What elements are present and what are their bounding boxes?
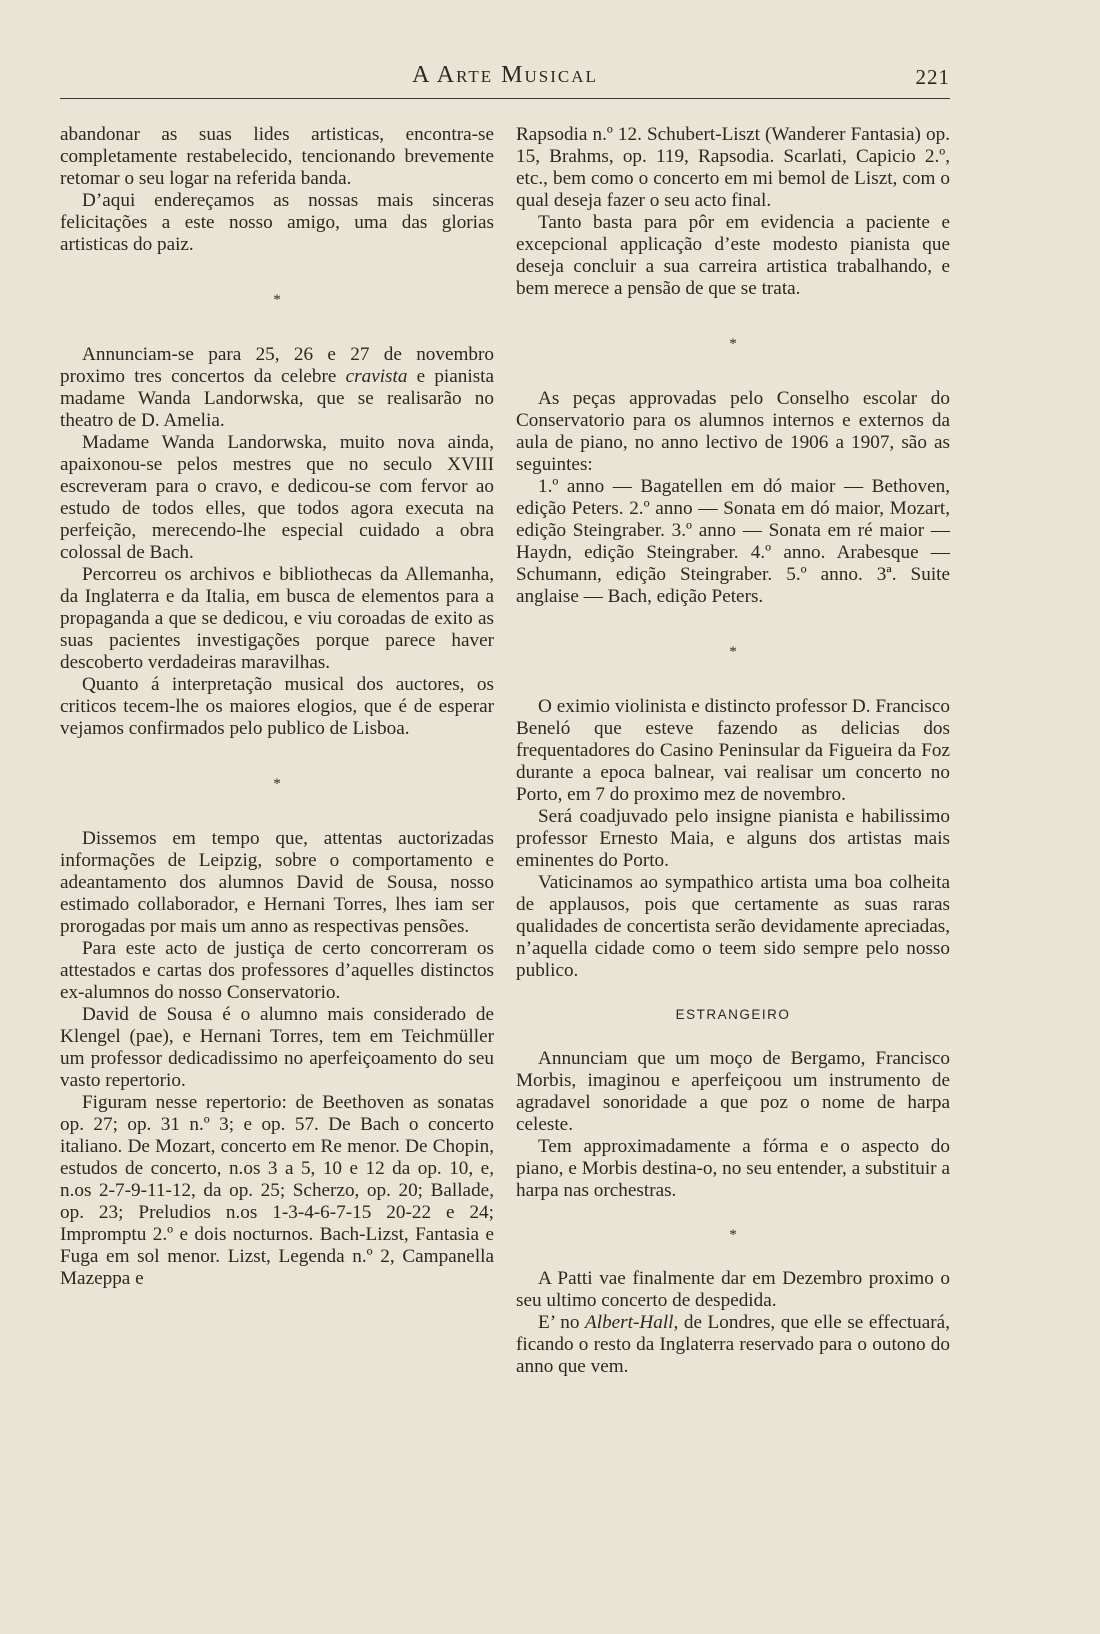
page-header (60, 62, 950, 102)
article-paragraph: Será coadjuvado pelo insigne pianista e habilissimo professor Ernesto Maia, e alguns dos artistas mais eminentes do Porto. (516, 806, 950, 871)
article-paragraph: A Patti vae finalmente dar em Dezembro proximo o seu ultimo concerto de despedida. (516, 1268, 950, 1311)
page-number: 221 (915, 65, 950, 89)
article-paragraph: Madame Wanda Landorwska, muito nova ainda, apaixonou-se pelos mestres que no seculo XVIII escreveram para o cravo, e dedicou-se com fervor ao estudo de todos elles, que todos agora executa na perfeição, merecendo-lhe especial cuidado a obra colossal de Bach. (60, 432, 494, 563)
article-paragraph: Tem approximadamente a fórma e o aspecto do piano, e Morbis destina-o, no seu entender, a substituir a harpa nas orchestras. (516, 1136, 950, 1201)
article-paragraph: Dissemos em tempo que, attentas auctorizadas informações de Leipzig, sobre o comportamento e adeantamento dos alumnos David de Sousa, nosso estimado collaborador, e Hernani Torres, lhes iam ser prorogadas por mais um anno as respectivas pensões. (60, 828, 494, 937)
article-paragraph: 1.º anno — Bagatellen em dó maior — Bethoven, edição Peters. 2.º anno — Sonata em dó maior, Mozart, edição Steingraber. 3.º anno — Sonata em ré maior — Haydn, edição Steingraber. 4.º anno. Arabesque — Schumann, edição Steingraber. 5.º anno. 3ª. Suite anglaise — Bach, edição Peters. (516, 476, 950, 607)
asterisk-separator: * (729, 644, 737, 660)
italic-term: Albert-Hall (585, 1312, 674, 1333)
article-paragraph: David de Sousa é o alumno mais considerado de Klengel (pae), e Hernani Torres, tem em Teichmüller um professor dedicadissimo no aperfeiçoamento do seu vasto repertorio. (60, 1004, 494, 1091)
header-rule (60, 98, 950, 99)
asterisk-separator: * (729, 336, 737, 352)
article-paragraph: E’ no Albert-Hall, de Londres, que elle se effectuará, ficando o resto da Inglaterra reservado para o outono do anno que vem. (516, 1312, 950, 1377)
italic-term: cravista (345, 366, 408, 387)
right-column (516, 124, 950, 1378)
section-heading: ESTRANGEIRO (675, 1007, 791, 1022)
article-paragraph: Vaticinamos ao sympathico artista uma boa colheita de applausos, pois que certamente as suas raras qualidades de concertista serão devidamente apreciadas, n’aquella cidade como o teem sido sempre pelo nosso publico. (516, 872, 950, 981)
asterisk-separator: * (273, 292, 281, 308)
article-paragraph: Annunciam-se para 25, 26 e 27 de novembro proximo tres concertos da celebre cravista e pianista madame Wanda Landorwska, que se realisarão no theatro de D. Amelia. (60, 344, 495, 431)
article-paragraph: Rapsodia n.º 12. Schubert-Liszt (Wanderer Fantasia) op. 15, Brahms, op. 119, Rapsodia. Scarlati, Capicio 2.º, etc., bem como o concerto em mi bemol de Liszt, com o qual deseja fazer o seu acto final. (516, 124, 950, 211)
asterisk-separator: * (729, 1227, 737, 1243)
article-paragraph: D’aqui endereçamos as nossas mais sinceras felicitações a este nosso amigo, uma das glorias artisticas do paiz. (60, 190, 494, 255)
running-title: A Arte Musical (412, 62, 598, 88)
article-paragraph: Tanto basta para pôr em evidencia a paciente e excepcional applicação d’este modesto pianista que deseja concluir a sua carreira artistica trabalhando, e bem merece a pensão de que se trata. (516, 212, 950, 299)
article-paragraph: Figuram nesse repertorio: de Beethoven as sonatas op. 27; op. 31 n.º 3; e op. 57. De Bach o concerto italiano. De Mozart, concerto em Re menor. De Chopin, estudos de concerto, n.os 3 a 5, 10 e 12 da op. 10, e, n.os 2-7-9-11-12, da op. 25; Scherzo, op. 20; Ballade, op. 23; Preludios n.os 1-3-4-6-7-15 20-22 e 24; Impromptu 2.º e dois nocturnos. Bach-Lizst, Fantasia e Fuga em sol menor. Lizst, Legenda n.º 2, Campanella Mazeppa e (60, 1092, 494, 1289)
article-paragraph: Percorreu os archivos e bibliothecas da Allemanha, da Inglaterra e da Italia, em busca de elementos para a propaganda a que se dedicou, e viu coroadas de exito as suas pacientes investigações porque parece haver descoberto verdadeiras maravilhas. (60, 564, 494, 673)
article-paragraph: Annunciam que um moço de Bergamo, Francisco Morbis, imaginou e aperfeiçoou um instrumento de agradavel sonoridade a que poz o nome de harpa celeste. (516, 1048, 950, 1135)
article-paragraph: abandonar as suas lides artisticas, encontra-se completamente restabelecido, tencionando brevemente retomar o seu logar na referida banda. (60, 124, 494, 189)
article-paragraph: As peças approvadas pelo Conselho escolar do Conservatorio para os alumnos internos e externos da aula de piano, no anno lectivo de 1906 a 1907, são as seguintes: (516, 388, 950, 475)
article-paragraph: Quanto á interpretação musical dos auctores, os criticos tecem-lhe os maiores elogios, que é de esperar vejamos confirmados pelo publico de Lisboa. (60, 674, 494, 739)
article-paragraph: Para este acto de justiça de certo concorreram os attestados e cartas dos professores d’aquelles distinctos ex-alumnos do nosso Conservatorio. (60, 938, 494, 1003)
article-paragraph: O eximio violinista e distincto professor D. Francisco Beneló que esteve fazendo as delicias dos frequentadores do Casino Peninsular da Figueira da Foz durante a epoca balnear, vai realisar um concerto no Porto, em 7 do proximo mez de novembro. (516, 696, 950, 805)
left-column (60, 124, 494, 1290)
asterisk-separator: * (273, 776, 281, 792)
